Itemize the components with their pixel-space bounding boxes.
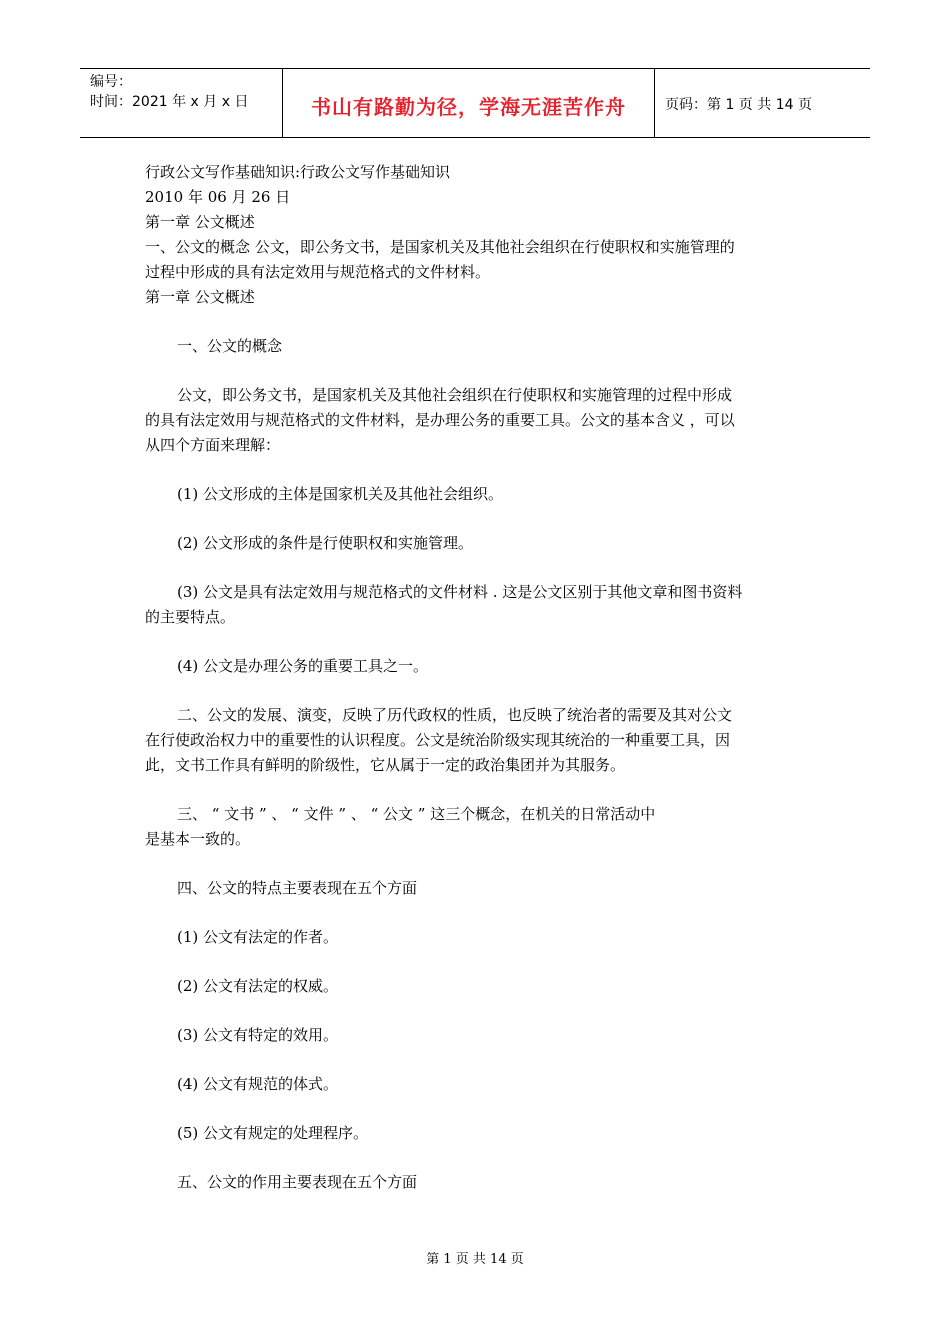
header-motto-cell bbox=[283, 69, 655, 137]
list-item: (4) 公文有规范的体式。 bbox=[177, 1075, 339, 1093]
paragraph-line: 此，文书工作具有鲜明的阶级性，它从属于一定的政治集团并为其服务。 bbox=[145, 756, 626, 774]
header-table bbox=[80, 68, 870, 138]
list-item: (2) 公文有法定的权威。 bbox=[177, 977, 339, 995]
list-item: (3) 公文是具有法定效用与规范格式的文件材料 . 这是公文区别于其他文章和图书资料 bbox=[177, 583, 743, 601]
header-page-cell bbox=[655, 69, 870, 137]
intro-paragraph-line: 过程中形成的具有法定效用与规范格式的文件材料。 bbox=[145, 263, 491, 281]
paragraph-line: 从四个方面来理解： bbox=[145, 436, 281, 454]
list-item: (3) 公文有特定的效用。 bbox=[177, 1026, 339, 1044]
list-item: (1) 公文形成的主体是国家机关及其他社会组织。 bbox=[177, 485, 504, 503]
list-item: (5) 公文有规定的处理程序。 bbox=[177, 1124, 369, 1142]
section-heading: 五、公文的作用主要表现在五个方面 bbox=[177, 1173, 418, 1191]
paragraph-line: 二、公文的发展、演变，反映了历代政权的性质，也反映了统治者的需要及其对公文 bbox=[177, 706, 733, 724]
page-footer: 第 1 页 共 14 页 bbox=[426, 1252, 524, 1267]
paragraph-line: 的具有法定效用与规范格式的文件材料，是办理公务的重要工具。公文的基本含义 ，可以 bbox=[145, 411, 735, 429]
paragraph-line: 在行使政治权力中的重要性的认识程度。公文是统治阶级实现其统治的一种重要工具，因 bbox=[145, 731, 731, 749]
header-motto: 书山有路勤为径，学海无涯苦作舟 bbox=[311, 95, 626, 119]
document-body bbox=[145, 160, 810, 1195]
paragraph-line: 公文，即公务文书，是国家机关及其他社会组织在行使职权和实施管理的过程中形成 bbox=[177, 386, 733, 404]
list-item: (2) 公文形成的条件是行使职权和实施管理。 bbox=[177, 534, 474, 552]
doc-title: 行政公文写作基础知识:行政公文写作基础知识 bbox=[145, 163, 451, 181]
doc-number-label: 编号： bbox=[90, 74, 132, 90]
paragraph-line: 三、 “ 文书 ” 、 “ 文件 ” 、 “ 公文 ” 这三个概念，在机关的日常活动中 bbox=[177, 805, 656, 823]
list-item: (4) 公文是办理公务的重要工具之一。 bbox=[177, 657, 429, 675]
doc-time-label: 时间：2021 年 x 月 x 日 bbox=[90, 94, 249, 110]
intro-paragraph-line: 一、公文的概念 公文，即公务文书，是国家机关及其他社会组织在行使职权和实施管理的 bbox=[145, 238, 735, 256]
section-heading: 四、公文的特点主要表现在五个方面 bbox=[177, 879, 418, 897]
list-item: (1) 公文有法定的作者。 bbox=[177, 928, 339, 946]
section-heading: 一、公文的概念 bbox=[177, 337, 283, 355]
header-page-number: 页码：第 1 页 共 14 页 bbox=[665, 97, 812, 113]
paragraph-line: 是基本一致的。 bbox=[145, 830, 251, 848]
doc-date: 2010 年 06 月 26 日 bbox=[145, 188, 291, 206]
header-meta-cell bbox=[80, 69, 283, 137]
list-item-continuation: 的主要特点。 bbox=[145, 608, 236, 626]
chapter-heading: 第一章 公文概述 bbox=[145, 288, 255, 306]
chapter-heading: 第一章 公文概述 bbox=[145, 213, 255, 231]
